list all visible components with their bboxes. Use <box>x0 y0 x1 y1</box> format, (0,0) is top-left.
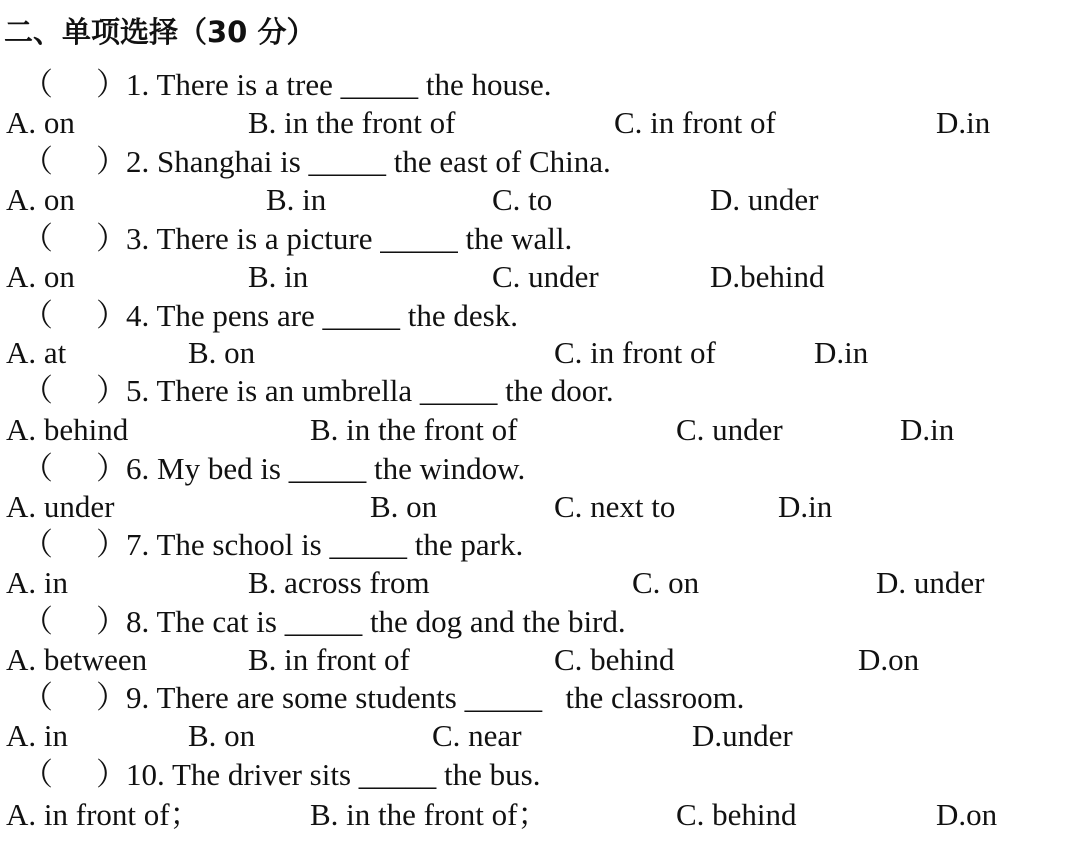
answer-paren-close: ） <box>96 527 127 562</box>
answer-paren-close: ） <box>96 144 127 179</box>
answer-paren-open: （ <box>22 373 53 408</box>
options-2 <box>0 181 1080 219</box>
question-text: 7. The school is _____ the park. <box>126 527 524 562</box>
answer-paren-close: ） <box>96 298 127 333</box>
option-d: D. under <box>710 182 819 217</box>
option-d: D.in <box>778 489 833 524</box>
option-d: D.on <box>936 797 998 832</box>
option-d: D.in <box>936 105 991 140</box>
answer-paren-open: （ <box>22 604 53 639</box>
option-a: A. in <box>6 718 68 753</box>
answer-paren-open: （ <box>22 221 53 256</box>
options-7 <box>0 564 1080 602</box>
question-text: 6. My bed is _____ the window. <box>126 451 526 486</box>
question-text: 2. Shanghai is _____ the east of China. <box>126 144 611 179</box>
option-b: B. in the front of； <box>310 797 549 832</box>
option-b: B. on <box>370 489 438 524</box>
option-c: C. on <box>632 565 700 600</box>
answer-paren-close: ） <box>96 67 127 102</box>
question-text: 4. The pens are _____ the desk. <box>126 298 518 333</box>
answer-paren-open: （ <box>22 298 53 333</box>
question-7 <box>0 526 1080 564</box>
answer-paren-close: ） <box>96 221 127 256</box>
option-b: B. in front of <box>248 642 410 677</box>
option-c: C. next to <box>554 489 676 524</box>
option-c: C. under <box>492 259 599 294</box>
option-a: A. at <box>6 335 67 370</box>
option-d: D.in <box>900 412 955 447</box>
question-3 <box>0 220 1080 258</box>
answer-paren-open: （ <box>22 680 53 715</box>
question-2 <box>0 143 1080 181</box>
option-c: C. in front of <box>554 335 716 370</box>
option-b: B. on <box>188 718 256 753</box>
option-b: B. across from <box>248 565 430 600</box>
answer-paren-close: ） <box>96 373 127 408</box>
option-a: A. on <box>6 182 75 217</box>
option-d: D.in <box>814 335 869 370</box>
option-a: A. in front of； <box>6 797 201 832</box>
options-10 <box>0 796 1080 834</box>
option-a: A. between <box>6 642 148 677</box>
question-9 <box>0 679 1080 717</box>
option-c: C. in front of <box>614 105 776 140</box>
option-a: A. under <box>6 489 115 524</box>
answer-paren-close: ） <box>96 757 127 792</box>
options-5 <box>0 411 1080 449</box>
option-d: D.on <box>858 642 920 677</box>
question-4 <box>0 297 1080 335</box>
option-c: C. behind <box>676 797 797 832</box>
options-8 <box>0 641 1080 679</box>
option-a: A. behind <box>6 412 129 447</box>
question-text: 10. The driver sits _____ the bus. <box>126 757 541 792</box>
question-8 <box>0 603 1080 641</box>
question-text: 3. There is a picture _____ the wall. <box>126 221 573 256</box>
question-text: 5. There is an umbrella _____ the door. <box>126 373 614 408</box>
options-9 <box>0 717 1080 755</box>
question-6 <box>0 450 1080 488</box>
option-b: B. in <box>266 182 327 217</box>
option-d: D.behind <box>710 259 825 294</box>
answer-paren-open: （ <box>22 67 53 102</box>
option-b: B. in the front of <box>248 105 456 140</box>
option-a: A. on <box>6 259 75 294</box>
section-title: 二、单项选择（30 分） <box>4 15 316 49</box>
answer-paren-close: ） <box>96 451 127 486</box>
option-b: B. in the front of <box>310 412 518 447</box>
option-c: C. near <box>432 718 522 753</box>
options-4 <box>0 334 1080 372</box>
question-1 <box>0 66 1080 104</box>
option-b: B. on <box>188 335 256 370</box>
option-a: A. in <box>6 565 68 600</box>
options-6 <box>0 488 1080 526</box>
option-d: D.under <box>692 718 793 753</box>
answer-paren-close: ） <box>96 604 127 639</box>
option-c: C. under <box>676 412 783 447</box>
answer-paren-close: ） <box>96 680 127 715</box>
option-d: D. under <box>876 565 985 600</box>
answer-paren-open: （ <box>22 527 53 562</box>
answer-paren-open: （ <box>22 451 53 486</box>
question-10 <box>0 756 1080 794</box>
answer-paren-open: （ <box>22 144 53 179</box>
answer-paren-open: （ <box>22 757 53 792</box>
question-text: 8. The cat is _____ the dog and the bird. <box>126 604 626 639</box>
question-text: 1. There is a tree _____ the house. <box>126 67 552 102</box>
options-3 <box>0 258 1080 296</box>
option-a: A. on <box>6 105 75 140</box>
option-c: C. behind <box>554 642 675 677</box>
option-b: B. in <box>248 259 309 294</box>
question-text: 9. There are some students _____ the classroom. <box>126 680 745 715</box>
question-5 <box>0 372 1080 410</box>
option-c: C. to <box>492 182 553 217</box>
options-1 <box>0 104 1080 142</box>
